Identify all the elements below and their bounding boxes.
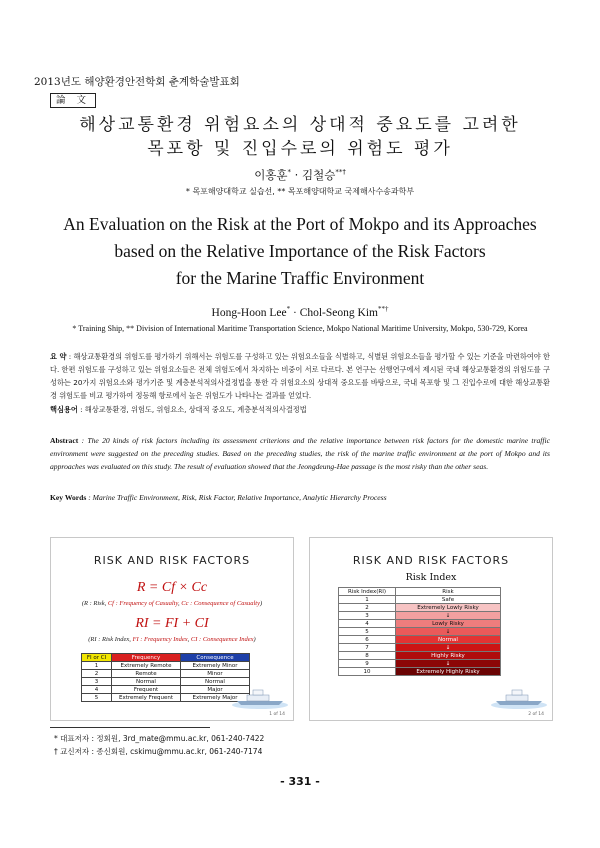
table-row xyxy=(82,694,250,702)
english-abstract xyxy=(50,434,550,473)
t2-cell: 4 xyxy=(339,620,396,628)
note1-d: Cc : Consequence of Casualty xyxy=(181,600,260,607)
table-row xyxy=(339,644,501,652)
slide2-page-number: 2 of 14 xyxy=(528,712,544,717)
english-author-2-mark: **† xyxy=(377,305,389,313)
korean-author-1: 이홍훈 xyxy=(254,168,288,182)
note2-b: FI : Frequency Index xyxy=(132,636,188,643)
t1-cell: 5 xyxy=(82,694,112,702)
table-row xyxy=(82,686,250,694)
risk-index-note xyxy=(51,636,293,643)
english-author-separator: · xyxy=(290,306,300,319)
t1-cell: Normal xyxy=(112,678,181,686)
slide2-subtitle: Risk Index xyxy=(405,572,457,583)
t1-cell: 2 xyxy=(82,670,112,678)
english-keywords-text: : Marine Traffic Environment, Risk, Risk Factor, Relative Importance, Analytic Hierarchy Process xyxy=(86,493,387,502)
footnote-corresponding-author: † 교신저자 : 종신회원, cskimu@mmu.ac.kr, 061-240-7174 xyxy=(54,747,263,756)
english-title-line3: for the Marine Traffic Environment xyxy=(175,268,425,288)
t2-cell: 10 xyxy=(339,668,396,676)
slide1-title: RISK AND RISK FACTORS xyxy=(93,554,251,567)
note1-b: Cf : Frequency of Casualty xyxy=(107,600,179,607)
t1-cell: 1 xyxy=(82,662,112,670)
risk-index-formula: RI = FI + CI xyxy=(135,616,209,631)
table-row xyxy=(82,678,250,686)
note1-c: , xyxy=(178,600,182,607)
t1-header-2: Consequence xyxy=(181,654,250,662)
english-keywords-label: Key Words xyxy=(50,493,87,502)
note2-d: CI : Consequence Index xyxy=(190,636,254,643)
t2-cell: 5 xyxy=(339,628,396,636)
table-row xyxy=(339,652,501,660)
t1-header-1: Frequency xyxy=(112,654,181,662)
korean-abstract-label: 요 약 xyxy=(50,352,67,361)
footnote-first-author: * 대표저자 : 정회원, 3rd_mate@mmu.ac.kr, 061-240-7422 xyxy=(54,734,265,743)
t2-cell: Highly Risky xyxy=(396,652,501,660)
t2-cell: 2 xyxy=(339,604,396,612)
english-author-1-mark: * xyxy=(286,305,291,313)
english-affiliation: * Training Ship, ** Division of International Maritime Transportation Science, Mokpo National Maritime University, Mokpo, 530-729, Korea xyxy=(72,324,528,333)
korean-author-2-mark: **† xyxy=(335,168,346,177)
author-separator: · xyxy=(291,168,302,182)
korean-author-1-mark: * xyxy=(287,168,292,177)
risk-formula-note xyxy=(51,600,293,607)
table-row xyxy=(82,670,250,678)
english-title-line1: An Evaluation on the Risk at the Port of Mokpo and its Approaches xyxy=(63,214,537,234)
risk-index-table xyxy=(338,587,501,676)
t2-cell: ↓ xyxy=(396,660,501,668)
paper-type-tag: 論 文 xyxy=(50,93,96,108)
english-abstract-label: Abstract xyxy=(50,436,79,445)
english-title-line2: based on the Relative Importance of the Risk Factors xyxy=(114,241,486,261)
korean-abstract-text: : 해상교통환경의 위험도를 평가하기 위해서는 위험도를 구성하고 있는 위험요소들을 식별하고, 식별된 위험요소들을 평가할 수 있는 기준을 마련하여야 한다. 한편 위험도를 구성하고 있는 위험요소들은 전체 위험도에서 차지하는 비중이 서로 다르다. 본 연구는 선행연구에서 제시된 국내 해상교통환경의 위험도를 구성하는 20가지 위험요소와 평가기준 및 계층분석적의사결정법을 통한 각 위험요소의 상대적 중요도를 바탕으로, 국내 목포항 및 그 진입수로에 대한 해상교통환경 위험도를 비교 평가하여 정등해 항로에서 높은 위험도가 나타나는 결과를 얻었다. xyxy=(50,352,551,400)
korean-keywords-text: : 해상교통환경, 위험도, 위험요소, 상대적 중요도, 계층분석적의사결정법 xyxy=(77,405,307,414)
t1-cell: Frequent xyxy=(112,686,181,694)
t1-cell: Extremely Remote xyxy=(112,662,181,670)
note1-a: (R : Risk, xyxy=(81,600,108,607)
slide1-page-number: 1 of 14 xyxy=(269,712,285,717)
table-row xyxy=(339,668,501,676)
t2-cell: ↓ xyxy=(396,612,501,620)
risk-formula: R = Cf × Cc xyxy=(136,580,208,595)
english-authors xyxy=(0,305,600,319)
t2-cell: ↓ xyxy=(396,628,501,636)
t2-cell: 8 xyxy=(339,652,396,660)
ship-icon xyxy=(231,684,289,710)
t2-header-0: Risk Index(RI) xyxy=(339,588,396,596)
t2-cell: 3 xyxy=(339,612,396,620)
korean-keywords-label: 핵심용어 xyxy=(50,405,78,414)
slide-risk-formula xyxy=(50,537,294,721)
table-row xyxy=(82,662,250,670)
english-abstract-text: : The 20 kinds of risk factors including its assessment criterions and the relative importance between risk factors for the domestic marine traffic environment were suggested on the preceding studies. Based on the preceding studies, the risk of the marine traffic environment at the port of Mokpo and its approaches was evaluated on this study. The result of evaluation showed that the Jeongdeung-Hae passage is the most risky than the other seas. xyxy=(50,436,550,471)
t1-cell: Extremely Frequent xyxy=(112,694,181,702)
note2-a: (RI : Risk Index, xyxy=(88,636,133,643)
t1-cell: Normal xyxy=(181,678,250,686)
table-row xyxy=(339,628,501,636)
ship-icon xyxy=(490,684,548,710)
note2-c: , xyxy=(187,636,191,643)
t2-cell: 1 xyxy=(339,596,396,604)
t1-cell: Extremely Minor xyxy=(181,662,250,670)
t1-cell: 4 xyxy=(82,686,112,694)
t1-cell: Major xyxy=(181,686,250,694)
t1-header-0: FI or CI xyxy=(82,654,112,662)
korean-affiliation: * 목포해양대학교 실습선, ** 목포해양대학교 국제해사수송과학부 xyxy=(185,187,415,196)
korean-title-line2: 목포항 및 진입수로의 위험도 평가 xyxy=(147,139,453,159)
note1-e: ) xyxy=(259,600,263,607)
t2-cell: 9 xyxy=(339,660,396,668)
korean-authors xyxy=(0,167,600,183)
t1-cell: 3 xyxy=(82,678,112,686)
slide-risk-index xyxy=(309,537,553,721)
t2-cell: Extremely Lowly Risky xyxy=(396,604,501,612)
table-row xyxy=(339,612,501,620)
footnote-divider xyxy=(50,727,210,728)
slide2-title: RISK AND RISK FACTORS xyxy=(352,554,510,567)
t2-cell: 6 xyxy=(339,636,396,644)
t1-cell: Remote xyxy=(112,670,181,678)
t2-header-1: Risk xyxy=(396,588,501,596)
t2-cell: 7 xyxy=(339,644,396,652)
frequency-consequence-table xyxy=(81,653,250,702)
t2-cell: Safe xyxy=(396,596,501,604)
korean-author-2: 김철승 xyxy=(301,168,336,182)
note2-e: ) xyxy=(253,636,256,643)
t1-cell: Extremely Major xyxy=(181,694,250,702)
page-number: - 331 - xyxy=(280,775,320,788)
english-keywords xyxy=(50,491,550,504)
korean-abstract xyxy=(50,350,550,402)
table-row xyxy=(339,636,501,644)
t1-cell: Minor xyxy=(181,670,250,678)
english-author-1: Hong-Hoon Lee xyxy=(211,306,287,319)
table-row xyxy=(339,604,501,612)
table-row xyxy=(339,620,501,628)
table-row xyxy=(339,660,501,668)
english-author-2: Chol-Seong Kim xyxy=(299,306,378,319)
t2-cell: Extremely Highly Risky xyxy=(396,668,501,676)
korean-title-line1: 해상교통환경 위험요소의 상대적 중요도를 고려한 xyxy=(79,115,521,135)
korean-keywords xyxy=(50,403,550,416)
t2-cell: ↓ xyxy=(396,644,501,652)
t2-cell: Normal xyxy=(396,636,501,644)
t2-cell: Lowly Risky xyxy=(396,620,501,628)
table-row xyxy=(339,596,501,604)
conference-header: 2013년도 해양환경안전학회 춘계학술발표회 xyxy=(34,76,240,88)
